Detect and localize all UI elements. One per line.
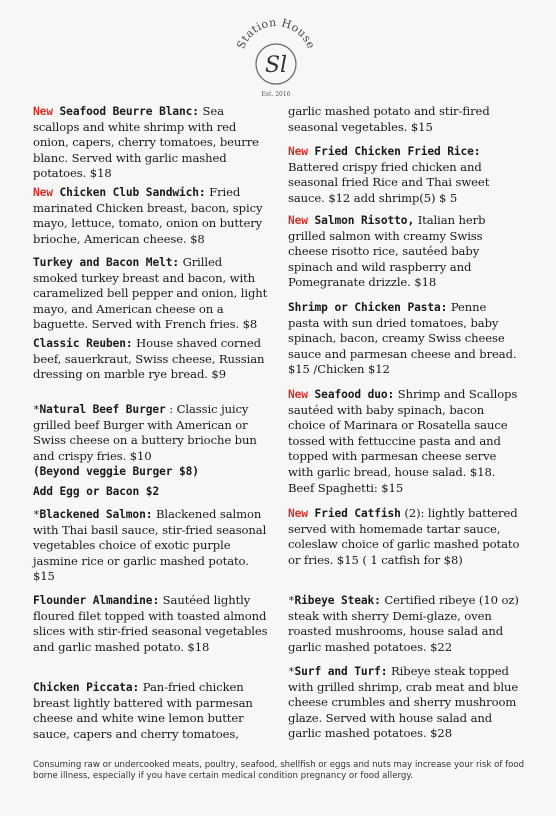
menu-item-title: Salmon Risotto, bbox=[314, 214, 415, 227]
menu-item-title: Surf and Turf: bbox=[294, 665, 388, 678]
menu-item-title: Fried Chicken Fried Rice: bbox=[314, 145, 481, 158]
menu-item-description: Sautéed lightly floured filet topped with toasted almond slices with stir-fried seasonal vegetables and garlic mashed potato. $18 bbox=[33, 593, 268, 654]
asterisk-marker: * bbox=[33, 403, 40, 416]
menu-item bbox=[33, 336, 268, 383]
logo-arc-text: Station House bbox=[234, 15, 318, 51]
menu-item-title: Shrimp or Chicken Pasta: bbox=[288, 301, 448, 314]
menu-item bbox=[33, 402, 268, 480]
svg-text:Station House bbox=[234, 16, 317, 51]
menu-item bbox=[288, 387, 520, 496]
asterisk-marker: * bbox=[288, 594, 295, 607]
menu-item-description: Shrimp and Scallops sautéed with baby spinach, bacon choice of Marinara or Rosatella sauce tossed with fettuccine pasta and and topped with parmesan cheese serve with garlic bread, house salad. $18. Beef Spaghetti: $15 bbox=[288, 387, 518, 495]
menu-item-variant: (Beyond veggie Burger $8) bbox=[33, 465, 199, 479]
menu-item-description: Fried marinated Chicken breast, bacon, spicy mayo, lettuce, tomato, onion on buttery brioche, American cheese. $8 bbox=[33, 185, 263, 246]
menu-item-description: Grilled smoked turkey breast and bacon, with caramelized bell pepper and onion, light mayo, and American cheese on a baguette. Served with French fries. $8 bbox=[33, 255, 268, 332]
asterisk-marker: * bbox=[33, 508, 40, 521]
menu-item-title: Seafood Beurre Blanc: bbox=[59, 105, 199, 118]
new-label: New bbox=[288, 214, 315, 227]
new-label: New bbox=[288, 145, 315, 158]
logo-monogram: Sl bbox=[264, 53, 288, 78]
menu-item-description: Penne pasta with sun dried tomatoes, baby spinach, bacon, creamy Swiss cheese sauce and parmesan cheese and bread. $15 /Chicken $12 bbox=[288, 300, 517, 377]
menu-item bbox=[288, 144, 520, 206]
menu-item-description: Battered crispy fried chicken and seasonal fried Rice and Thai sweet sauce. $12 add shrimp(5) $ 5 bbox=[288, 159, 490, 205]
menu-item-description: (2): lightly battered served with homemade tartar sauce, coleslaw choice of garlic mashed potato or fries. $15 ( 1 catfish for $8) bbox=[288, 506, 520, 567]
menu-item-title: Classic Reuben: bbox=[33, 337, 133, 350]
menu-item-title: Natural Beef Burger bbox=[39, 403, 166, 416]
menu-item bbox=[288, 593, 520, 655]
menu-item-title: Chicken Club Sandwich: bbox=[59, 186, 206, 199]
new-label: New bbox=[33, 105, 60, 118]
new-label: New bbox=[288, 388, 315, 401]
menu-item bbox=[33, 104, 268, 182]
menu-item bbox=[33, 680, 268, 742]
menu-item bbox=[288, 300, 520, 378]
menu-item bbox=[33, 593, 268, 655]
menu-item-description: Ribeye steak topped with grilled shrimp, crab meat and blue cheese crumbles and sherry mushroom glaze. Served with house salad and garlic mashed potatoes. $28 bbox=[288, 664, 519, 741]
menu-item-title: Ribeye Steak: bbox=[294, 594, 381, 607]
menu-item bbox=[288, 213, 520, 291]
menu-item-title: Chicken Piccata: bbox=[33, 681, 140, 694]
menu-item-description: House shaved corned beef, sauerkraut, Swiss cheese, Russian dressing on marble rye bread. $9 bbox=[33, 336, 265, 382]
food-safety-disclaimer: Consuming raw or undercooked meats, poultry, seafood, shellfish or eggs and nuts may increase your risk of food borne illness, especially if you have certain medical condition pregnancy or food allergy. bbox=[33, 760, 525, 781]
menu-item-title: Blackened Salmon: bbox=[39, 508, 153, 521]
menu-item bbox=[33, 484, 268, 500]
menu-item-description: Sea scallops and white shrimp with red onion, capers, cherry tomatoes, beurre blanc. Served with garlic mashed potatoes. $18 bbox=[33, 104, 259, 181]
menu-item-description: Blackened salmon with Thai basil sauce, stir-fried seasonal vegetables choice of exotic purple jasmine rice or garlic mashed potato. $15 bbox=[33, 507, 267, 584]
station-house-logo bbox=[228, 4, 324, 100]
menu-item bbox=[33, 185, 268, 247]
menu-item-title: Turkey and Bacon Melt: bbox=[33, 256, 179, 269]
menu-item bbox=[288, 104, 520, 135]
new-label: New bbox=[33, 186, 60, 199]
menu-item-description: garlic mashed potato and stir-fired seasonal vegetables. $15 bbox=[288, 104, 490, 134]
menu-item-title: Flounder Almandine: bbox=[33, 594, 160, 607]
menu-item bbox=[288, 664, 520, 742]
menu-item-description: : Classic juicy grilled beef Burger with American or Swiss cheese on a buttery brioche bun and crispy fries. $10 bbox=[33, 402, 257, 463]
menu-item-title: Fried Catfish bbox=[314, 507, 401, 520]
asterisk-marker: * bbox=[288, 665, 295, 678]
menu-item-description: Italian herb grilled salmon with creamy Swiss cheese risotto rice, sautéed baby spinach and wild raspberry and Pomegranate drizzle. $18 bbox=[288, 213, 486, 290]
menu-item bbox=[33, 507, 268, 585]
menu-item-title: Seafood duo: bbox=[314, 388, 395, 401]
menu-item-title: Add Egg or Bacon $2 bbox=[33, 485, 160, 498]
menu-item bbox=[33, 255, 268, 333]
logo-est: Est. 2016 bbox=[261, 91, 291, 98]
menu-item bbox=[288, 506, 520, 568]
menu-item-description: Pan-fried chicken breast lightly battered with parmesan cheese and white wine lemon butter sauce, capers and cherry tomatoes, bbox=[33, 680, 253, 741]
new-label: New bbox=[288, 507, 315, 520]
menu-item-description: Certified ribeye (10 oz) steak with sherry Demi-glaze, oven roasted mushrooms, house salad and garlic mashed potatoes. $22 bbox=[288, 593, 519, 654]
